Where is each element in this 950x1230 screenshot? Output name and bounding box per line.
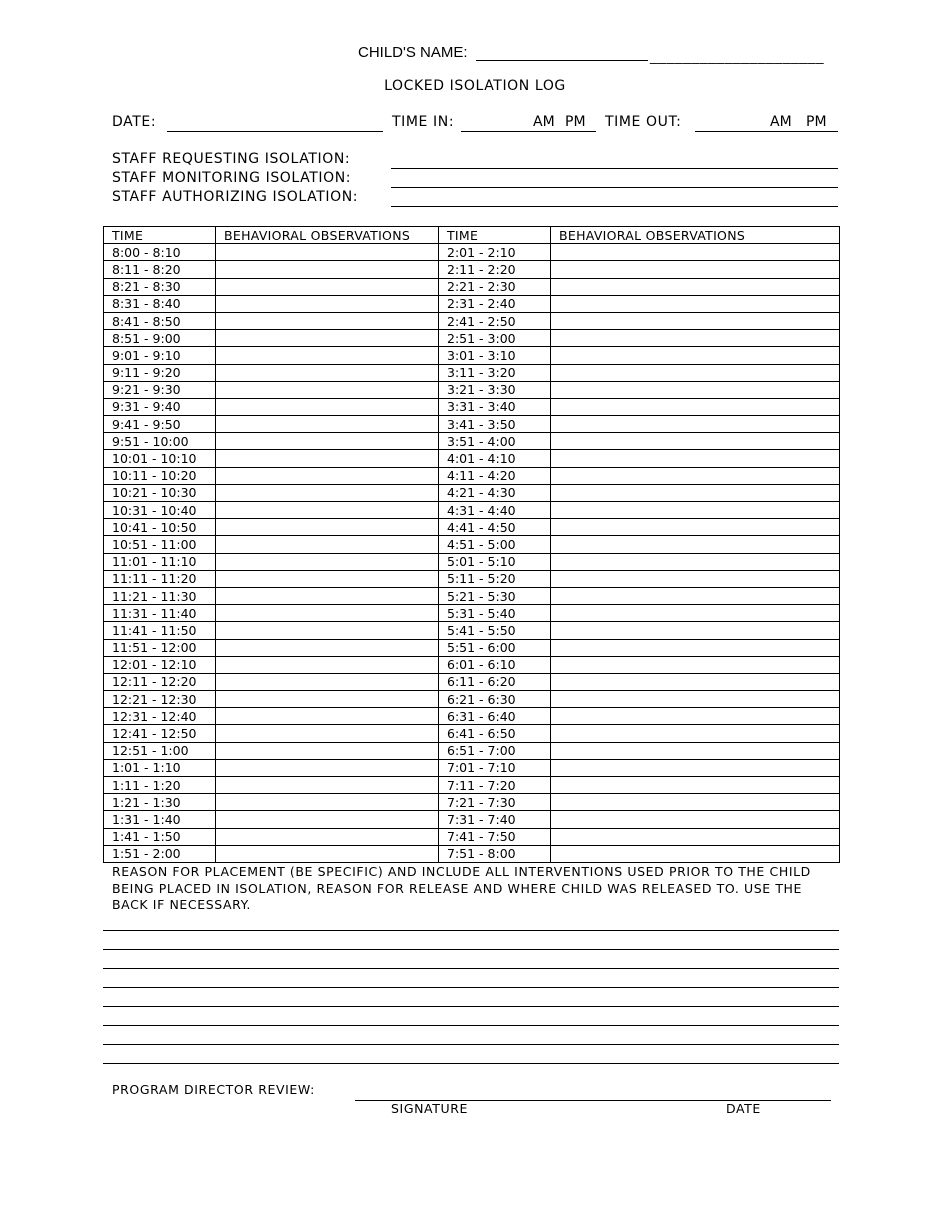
observation-cell-left[interactable] [216, 742, 439, 759]
observation-cell-left[interactable] [216, 519, 439, 536]
table-row [104, 622, 840, 639]
observation-cell-right[interactable] [551, 759, 840, 776]
table-row [104, 605, 840, 622]
observation-cell-right[interactable] [551, 622, 840, 639]
observation-cell-right[interactable] [551, 656, 840, 673]
time-cell-left: 9:11 - 9:20 [104, 364, 216, 381]
table-row [104, 691, 840, 708]
time-cell-left: 1:51 - 2:00 [104, 845, 216, 862]
reason-write-line[interactable] [103, 949, 839, 950]
observation-cell-right[interactable] [551, 364, 840, 381]
date-field[interactable] [167, 131, 383, 132]
time-cell-left: 11:01 - 11:10 [104, 553, 216, 570]
observation-cell-right[interactable] [551, 673, 840, 690]
table-row [104, 261, 840, 278]
time-cell-right: 3:11 - 3:20 [439, 364, 551, 381]
time-cell-right: 5:31 - 5:40 [439, 605, 551, 622]
observation-cell-right[interactable] [551, 295, 840, 312]
time-cell-left: 9:41 - 9:50 [104, 416, 216, 433]
time-cell-left: 8:41 - 8:50 [104, 312, 216, 329]
time-cell-right: 5:51 - 6:00 [439, 639, 551, 656]
observation-cell-right[interactable] [551, 278, 840, 295]
observation-cell-right[interactable] [551, 347, 840, 364]
time-cell-right: 7:51 - 8:00 [439, 845, 551, 862]
time-in-am[interactable]: AM [533, 114, 555, 130]
observation-cell-left[interactable] [216, 639, 439, 656]
time-cell-right: 2:11 - 2:20 [439, 261, 551, 278]
table-row [104, 759, 840, 776]
observation-cell-right[interactable] [551, 639, 840, 656]
table-row [104, 519, 840, 536]
time-cell-right: 7:31 - 7:40 [439, 811, 551, 828]
staff-requesting-field[interactable] [391, 168, 838, 169]
observation-cell-left[interactable] [216, 828, 439, 845]
time-cell-right: 2:21 - 2:30 [439, 278, 551, 295]
staff-authorizing-field[interactable] [391, 206, 838, 207]
child-name-field[interactable] [476, 60, 648, 61]
table-row [104, 484, 840, 501]
table-row [104, 777, 840, 794]
table-row [104, 708, 840, 725]
child-name-label: CHILD'S NAME: [358, 44, 468, 61]
time-cell-left: 10:01 - 10:10 [104, 450, 216, 467]
header-time-right: TIME [439, 227, 551, 244]
observation-cell-right[interactable] [551, 312, 840, 329]
time-cell-right: 6:41 - 6:50 [439, 725, 551, 742]
time-cell-right: 5:01 - 5:10 [439, 553, 551, 570]
observation-cell-left[interactable] [216, 295, 439, 312]
table-row [104, 553, 840, 570]
reason-write-line[interactable] [103, 1063, 839, 1064]
observation-cell-right[interactable] [551, 398, 840, 415]
time-out-label: TIME OUT: [605, 114, 682, 130]
observation-cell-right[interactable] [551, 381, 840, 398]
time-cell-right: 2:41 - 2:50 [439, 312, 551, 329]
time-cell-right: 7:11 - 7:20 [439, 777, 551, 794]
time-in-field[interactable] [461, 131, 596, 132]
time-cell-right: 7:21 - 7:30 [439, 794, 551, 811]
reason-line-3: BACK IF NECESSARY. [112, 897, 251, 912]
time-cell-left: 12:41 - 12:50 [104, 725, 216, 742]
observation-cell-right[interactable] [551, 725, 840, 742]
observation-cell-left[interactable] [216, 605, 439, 622]
time-cell-left: 11:21 - 11:30 [104, 587, 216, 604]
observation-cell-right[interactable] [551, 794, 840, 811]
time-out-am[interactable]: AM [770, 114, 792, 130]
date-label: DATE: [112, 114, 157, 130]
observation-cell-left[interactable] [216, 691, 439, 708]
time-cell-right: 3:31 - 3:40 [439, 398, 551, 415]
table-row [104, 467, 840, 484]
observation-cell-right[interactable] [551, 261, 840, 278]
reason-write-line[interactable] [103, 968, 839, 969]
observation-cell-right[interactable] [551, 553, 840, 570]
time-cell-right: 2:31 - 2:40 [439, 295, 551, 312]
table-row [104, 656, 840, 673]
table-row [104, 536, 840, 553]
time-cell-left: 8:00 - 8:10 [104, 244, 216, 261]
header-observations-left: BEHAVIORAL OBSERVATIONS [216, 227, 439, 244]
observation-cell-right[interactable] [551, 484, 840, 501]
table-row [104, 347, 840, 364]
time-cell-left: 11:41 - 11:50 [104, 622, 216, 639]
time-cell-left: 9:31 - 9:40 [104, 398, 216, 415]
observation-cell-right[interactable] [551, 519, 840, 536]
reason-write-line[interactable] [103, 1025, 839, 1026]
observation-cell-left[interactable] [216, 656, 439, 673]
time-cell-left: 11:31 - 11:40 [104, 605, 216, 622]
time-cell-left: 12:01 - 12:10 [104, 656, 216, 673]
time-in-pm[interactable]: PM [565, 114, 586, 130]
time-cell-left: 1:31 - 1:40 [104, 811, 216, 828]
observation-cell-left[interactable] [216, 587, 439, 604]
observation-cell-left[interactable] [216, 484, 439, 501]
time-cell-right: 5:21 - 5:30 [439, 587, 551, 604]
time-cell-left: 10:11 - 10:20 [104, 467, 216, 484]
staff-monitoring-field[interactable] [391, 187, 838, 188]
child-name-dashes: _____________________ [650, 48, 825, 64]
time-cell-left: 1:01 - 1:10 [104, 759, 216, 776]
time-cell-right: 4:01 - 4:10 [439, 450, 551, 467]
observation-cell-left[interactable] [216, 536, 439, 553]
time-cell-right: 4:51 - 5:00 [439, 536, 551, 553]
reason-write-line[interactable] [103, 1006, 839, 1007]
time-cell-right: 6:51 - 7:00 [439, 742, 551, 759]
time-cell-right: 4:41 - 4:50 [439, 519, 551, 536]
observation-cell-left[interactable] [216, 244, 439, 261]
time-cell-left: 8:51 - 9:00 [104, 330, 216, 347]
observation-cell-left[interactable] [216, 811, 439, 828]
time-cell-left: 11:11 - 11:20 [104, 570, 216, 587]
observation-cell-right[interactable] [551, 828, 840, 845]
reason-line-2: BEING PLACED IN ISOLATION, REASON FOR RELEASE AND WHERE CHILD WAS RELEASED TO. USE THE [112, 880, 803, 896]
observation-cell-left[interactable] [216, 725, 439, 742]
table-row [104, 416, 840, 433]
time-cell-right: 6:31 - 6:40 [439, 708, 551, 725]
time-cell-right: 4:21 - 4:30 [439, 484, 551, 501]
header-observations-right: BEHAVIORAL OBSERVATIONS [551, 227, 840, 244]
observation-cell-right[interactable] [551, 450, 840, 467]
time-out-pm[interactable]: PM [806, 114, 827, 130]
observation-cell-right[interactable] [551, 433, 840, 450]
time-in-label: TIME IN: [392, 114, 455, 130]
table-row [104, 725, 840, 742]
table-row [104, 828, 840, 845]
table-row [104, 433, 840, 450]
time-cell-left: 12:11 - 12:20 [104, 673, 216, 690]
table-row [104, 673, 840, 690]
observation-cell-right[interactable] [551, 605, 840, 622]
observation-cell-left[interactable] [216, 794, 439, 811]
time-cell-left: 8:21 - 8:30 [104, 278, 216, 295]
observation-cell-right[interactable] [551, 587, 840, 604]
time-cell-right: 3:01 - 3:10 [439, 347, 551, 364]
header-time-left: TIME [104, 227, 216, 244]
time-cell-right: 6:21 - 6:30 [439, 691, 551, 708]
time-cell-left: 1:41 - 1:50 [104, 828, 216, 845]
table-row [104, 845, 840, 862]
observation-cell-right[interactable] [551, 811, 840, 828]
observation-cell-left[interactable] [216, 502, 439, 519]
observation-cell-left[interactable] [216, 759, 439, 776]
time-cell-right: 3:41 - 3:50 [439, 416, 551, 433]
table-row [104, 794, 840, 811]
time-cell-right: 4:31 - 4:40 [439, 502, 551, 519]
time-cell-right: 2:51 - 3:00 [439, 330, 551, 347]
signature-label: SIGNATURE [391, 1101, 469, 1116]
observation-cell-left[interactable] [216, 467, 439, 484]
time-cell-left: 12:51 - 1:00 [104, 742, 216, 759]
time-cell-right: 3:51 - 4:00 [439, 433, 551, 450]
table-row [104, 587, 840, 604]
table-row [104, 381, 840, 398]
time-cell-right: 6:01 - 6:10 [439, 656, 551, 673]
table-row [104, 502, 840, 519]
observation-cell-right[interactable] [551, 244, 840, 261]
table-row [104, 639, 840, 656]
reason-write-line[interactable] [103, 1044, 839, 1045]
observation-cell-left[interactable] [216, 381, 439, 398]
time-cell-right: 2:01 - 2:10 [439, 244, 551, 261]
observation-cell-left[interactable] [216, 622, 439, 639]
observation-cell-left[interactable] [216, 364, 439, 381]
time-cell-left: 8:11 - 8:20 [104, 261, 216, 278]
time-cell-left: 9:01 - 9:10 [104, 347, 216, 364]
observation-cell-right[interactable] [551, 708, 840, 725]
time-cell-left: 1:11 - 1:20 [104, 777, 216, 794]
staff-authorizing-label: STAFF AUTHORIZING ISOLATION: [112, 189, 359, 205]
staff-monitoring-label: STAFF MONITORING ISOLATION: [112, 170, 352, 186]
observation-cell-left[interactable] [216, 708, 439, 725]
table-row [104, 295, 840, 312]
time-cell-left: 12:31 - 12:40 [104, 708, 216, 725]
reason-write-line[interactable] [103, 987, 839, 988]
observation-cell-right[interactable] [551, 777, 840, 794]
observation-cell-left[interactable] [216, 278, 439, 295]
time-cell-left: 8:31 - 8:40 [104, 295, 216, 312]
table-row [104, 364, 840, 381]
reason-instructions [112, 864, 842, 914]
time-cell-right: 5:11 - 5:20 [439, 570, 551, 587]
observation-table [103, 226, 840, 863]
time-cell-right: 6:11 - 6:20 [439, 673, 551, 690]
staff-requesting-label: STAFF REQUESTING ISOLATION: [112, 151, 351, 167]
time-cell-left: 10:41 - 10:50 [104, 519, 216, 536]
table-row [104, 570, 840, 587]
observation-cell-left[interactable] [216, 553, 439, 570]
observation-cell-left[interactable] [216, 845, 439, 862]
observation-cell-right[interactable] [551, 570, 840, 587]
observation-cell-right[interactable] [551, 742, 840, 759]
time-cell-left: 1:21 - 1:30 [104, 794, 216, 811]
observation-cell-right[interactable] [551, 330, 840, 347]
table-row [104, 742, 840, 759]
time-cell-left: 9:21 - 9:30 [104, 381, 216, 398]
reason-line-1: REASON FOR PLACEMENT (BE SPECIFIC) AND INCLUDE ALL INTERVENTIONS USED PRIOR TO THE CHILD [112, 864, 811, 879]
table-row [104, 278, 840, 295]
table-row [104, 330, 840, 347]
observation-cell-left[interactable] [216, 261, 439, 278]
observation-cell-right[interactable] [551, 845, 840, 862]
observation-cell-left[interactable] [216, 450, 439, 467]
observation-cell-left[interactable] [216, 330, 439, 347]
time-cell-left: 10:31 - 10:40 [104, 502, 216, 519]
time-out-field[interactable] [695, 131, 838, 132]
observation-cell-right[interactable] [551, 467, 840, 484]
observation-cell-left[interactable] [216, 398, 439, 415]
time-cell-right: 4:11 - 4:20 [439, 467, 551, 484]
time-cell-left: 11:51 - 12:00 [104, 639, 216, 656]
page-title: LOCKED ISOLATION LOG [384, 78, 566, 94]
table-header-row [104, 227, 840, 244]
review-date-label: DATE [726, 1101, 761, 1116]
time-cell-right: 3:21 - 3:30 [439, 381, 551, 398]
table-row [104, 312, 840, 329]
observation-cell-left[interactable] [216, 570, 439, 587]
table-row [104, 450, 840, 467]
time-cell-right: 5:41 - 5:50 [439, 622, 551, 639]
observation-cell-left[interactable] [216, 673, 439, 690]
program-director-review-label: PROGRAM DIRECTOR REVIEW: [112, 1082, 315, 1097]
observation-cell-left[interactable] [216, 777, 439, 794]
time-cell-right: 7:41 - 7:50 [439, 828, 551, 845]
reason-write-line[interactable] [103, 930, 839, 931]
time-cell-left: 10:21 - 10:30 [104, 484, 216, 501]
observation-cell-right[interactable] [551, 691, 840, 708]
time-cell-right: 7:01 - 7:10 [439, 759, 551, 776]
table-row [104, 244, 840, 261]
observation-cell-left[interactable] [216, 416, 439, 433]
observation-cell-right[interactable] [551, 502, 840, 519]
observation-cell-right[interactable] [551, 416, 840, 433]
table-row [104, 811, 840, 828]
time-cell-left: 10:51 - 11:00 [104, 536, 216, 553]
observation-cell-right[interactable] [551, 536, 840, 553]
observation-cell-left[interactable] [216, 347, 439, 364]
time-cell-left: 12:21 - 12:30 [104, 691, 216, 708]
table-row [104, 398, 840, 415]
observation-cell-left[interactable] [216, 312, 439, 329]
observation-cell-left[interactable] [216, 433, 439, 450]
time-cell-left: 9:51 - 10:00 [104, 433, 216, 450]
